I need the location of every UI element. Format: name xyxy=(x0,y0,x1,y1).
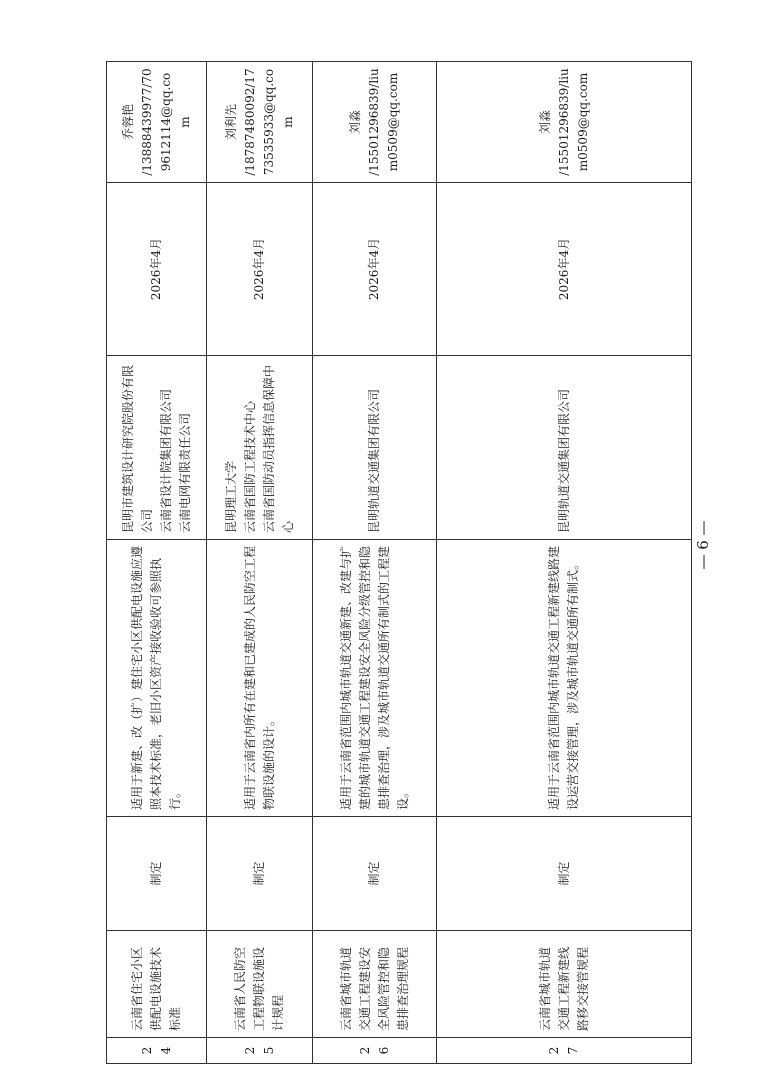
standards-table xyxy=(106,61,692,1064)
revision-type: 制定 xyxy=(207,817,313,931)
revision-type: 制定 xyxy=(107,817,207,931)
row-number: 27 xyxy=(437,1038,692,1064)
table-row xyxy=(107,62,207,1064)
rotated-table-wrapper xyxy=(106,62,692,1064)
standard-name: 云南省人民防空工程物联设施设计规程 xyxy=(207,931,313,1038)
organizations xyxy=(437,356,692,540)
standard-name: 云南省城市轨道交通工程新建线路移交接管规程 xyxy=(437,931,692,1038)
revision-type: 制定 xyxy=(437,817,692,931)
contact xyxy=(437,62,692,183)
organizations xyxy=(107,356,207,540)
organization: 云南电网有限责任公司 xyxy=(177,412,192,533)
organization: 云南省设计院集团有限公司 xyxy=(158,388,173,533)
organization: 昆明轨道交通集团有限公司 xyxy=(367,388,381,533)
scope-text: 适用于云南省范围内城市轨道交通工程新建线路建设运营交接管理，涉及城市轨道交通所有制式。 xyxy=(437,540,692,817)
table-row xyxy=(437,62,692,1064)
organization: 云南省国防动员指挥信息保障中心 xyxy=(261,364,295,533)
organizations xyxy=(207,356,313,540)
row-number: 25 xyxy=(207,1038,313,1064)
organization: 昆明市建筑设计研究院股份有限公司 xyxy=(120,364,154,533)
revision-type: 制定 xyxy=(313,817,437,931)
standard-name: 云南省城市轨道交通工程建设安全风险管控和隐患排查治理规程 xyxy=(313,931,437,1038)
completion-date: 2026年4月 xyxy=(207,183,313,356)
completion-date: 2026年4月 xyxy=(437,183,692,356)
organization: 昆明轨道交通集团有限公司 xyxy=(556,388,571,533)
completion-date: 2026年4月 xyxy=(107,183,207,356)
table-row xyxy=(207,62,313,1064)
contact-name: 刘淼 xyxy=(348,110,362,135)
completion-date: 2026年4月 xyxy=(313,183,437,356)
organization: 昆明理工大学 xyxy=(223,460,238,533)
organization: 云南省国防工程技术中心 xyxy=(242,400,257,533)
contact xyxy=(207,62,313,183)
scope-text: 适用于云南省范围内城市轨道交通新建、改建与扩建的城市轨道交通工程建设安全风险分级管控和隐患排查治理，涉及城市轨道交通所有制式的工程建设。 xyxy=(313,540,437,817)
contact-info: /13888439977/709612114@qq.com xyxy=(139,68,192,176)
scope-text: 适用于新建、改（扩）建住宅小区供配电设施应遵照本技术标准，老旧小区资产接收验收可参照执行。 xyxy=(107,540,207,817)
standard-name: 云南省住宅小区供配电设施技术标准 xyxy=(107,931,207,1038)
contact xyxy=(313,62,437,183)
contact-name: 刘淼 xyxy=(537,110,552,135)
table-row xyxy=(313,62,437,1064)
contact xyxy=(107,62,207,183)
scope-text: 适用于云南省内所有在建和已建成的人民防空工程物联设施的设计。 xyxy=(207,540,313,817)
contact-info: /18787480092/1773535933@qq.com xyxy=(242,68,295,176)
organizations xyxy=(313,356,437,540)
contact-name: 乔蓉艳 xyxy=(120,104,135,141)
contact-name: 刘利先 xyxy=(223,104,238,141)
row-number: 24 xyxy=(107,1038,207,1064)
contact-info: /15501296839/lium0509@qq.com xyxy=(367,68,400,176)
row-number: 26 xyxy=(313,1038,437,1064)
contact-info: /15501296839/lium0509@qq.com xyxy=(556,68,590,176)
page-number: — 6 — xyxy=(694,520,712,570)
